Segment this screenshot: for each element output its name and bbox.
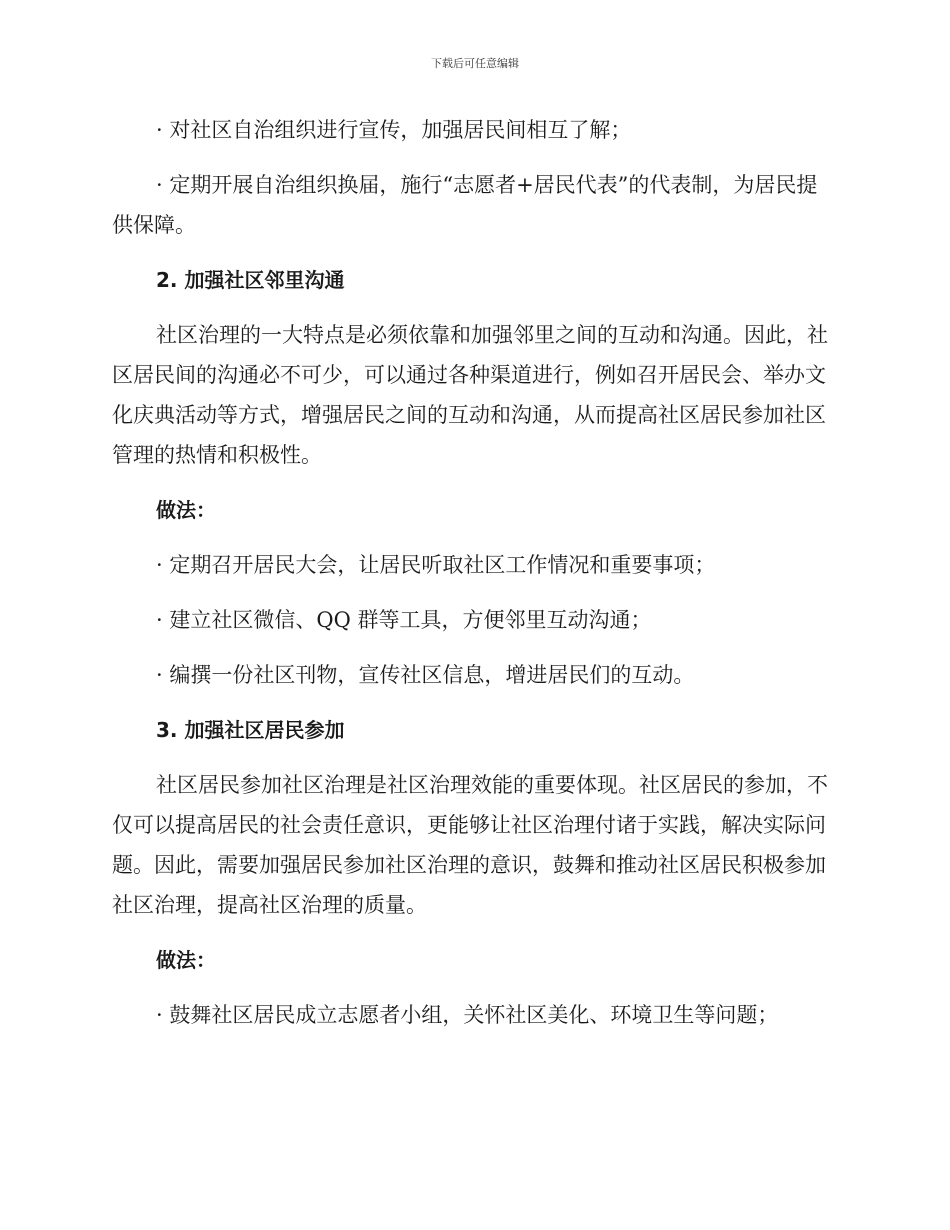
body-paragraph: 社区治理的一大特点是必须依靠和加强邻里之间的互动和沟通。因此，社区居民间的沟通必不可少，可以通过各种渠道进行，例如召开居民会、举办文化庆典活动等方式，增强居民之间的互动和沟通，从而提高社区居民参加社区管理的热情和积极性。 (112, 323, 828, 467)
bullet-item: · 定期召开居民大会，让居民听取社区工作情况和重要事项； (156, 553, 716, 577)
bullet-item: · 编撰一份社区刊物，宣传社区信息，增进居民们的互动。 (156, 663, 695, 687)
bullet-item: · 定期开展自治组织换届，施行“志愿者+居民代表”的代表制，为居民提供保障。 (112, 173, 818, 237)
document-body (112, 110, 838, 1035)
page-header: 下载后可任意编辑 (431, 57, 519, 70)
bullet-item: · 鼓舞社区居民成立志愿者小组，关怀社区美化、环境卫生等问题； (156, 1003, 779, 1027)
method-heading: 做法： (156, 948, 216, 972)
body-paragraph: 社区居民参加社区治理是社区治理效能的重要体现。社区居民的参加，不仅可以提高居民的社会责任意识，更能够让社区治理付诸于实践，解决实际问题。因此，需要加强居民参加社区治理的意识，鼓舞和推动社区居民积极参加社区治理，提高社区治理的质量。 (112, 773, 828, 917)
section-heading: 3. 加强社区居民参加 (156, 718, 345, 742)
bullet-item: · 建立社区微信、QQ 群等工具，方便邻里互动沟通； (156, 608, 652, 632)
bullet-item: · 对社区自治组织进行宣传，加强居民间相互了解； (156, 118, 632, 142)
method-heading: 做法： (156, 498, 216, 522)
section-heading: 2. 加强社区邻里沟通 (156, 268, 345, 292)
